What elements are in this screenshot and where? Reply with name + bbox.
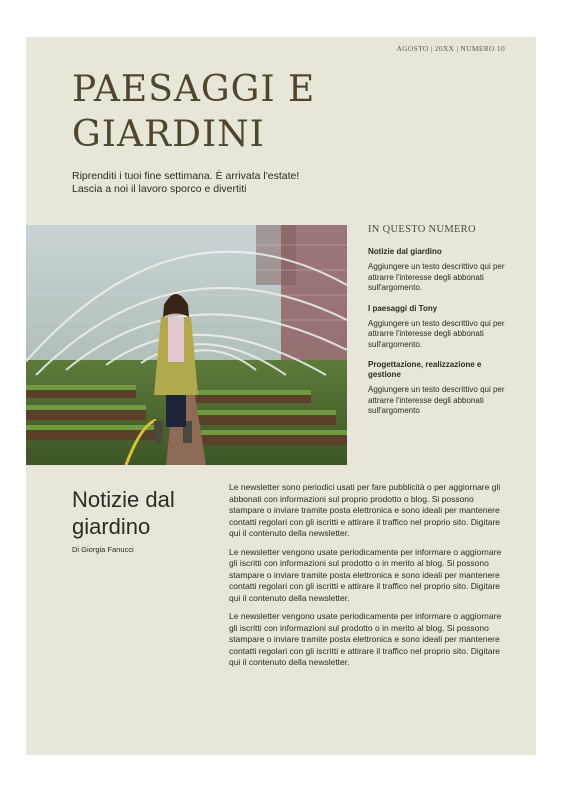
article-paragraph: Le newsletter vengono usate periodicamente per informare o aggiornare gli iscritti con informazioni sul prodotto o in merito al blog. Si possono stampare o inviare tramite posta elettronica e sono ideali per mantenere contatti regolari con gli iscritti e attirare il traffico nel proprio sito. Digitare qui il contenuto della newsletter. — [229, 611, 502, 667]
toc-item — [368, 247, 513, 294]
author-byline: Di Giorgia Fanucci — [72, 545, 134, 554]
tagline-line-2: Lascia a noi il lavoro sporco e divertiti — [72, 183, 247, 195]
tagline-line-1: Riprenditi i tuoi fine settimana. È arrivata l'estate! — [72, 170, 300, 182]
in-this-issue-heading: IN QUESTO NUMERO — [368, 224, 476, 235]
article-body — [229, 482, 509, 676]
title-line-2: GIARDINI — [72, 114, 265, 155]
title-line-1: PAESAGGI E — [72, 69, 316, 110]
article-paragraph: Le newsletter vengono usate periodicamente per informare o aggiornare gli iscritti con informazioni sul prodotto o in merito al blog. Si possono stampare o inviare tramite posta elettronica e sono ideali per mantenere contatti regolari con gli iscritti e attirare il traffico nel proprio sito. Digitare qui il contenuto della newsletter. — [229, 546, 502, 603]
article-paragraph: Le newsletter sono periodici usati per fare pubblicità o per aggiornare gli abbonati con informazioni sul proprio prodotto o blog. Si possono stampare o inviare tramite posta elettronica e sono ideali per mantenere contatti regolari con gli iscritti e attirare il traffico nel proprio sito. Digitare qui il contenuto della newsletter. — [229, 482, 501, 538]
toc-item-description: Aggiungere un testo descrittivo qui per attrarre l'interesse degli abbonati sull'argomento. — [368, 262, 505, 292]
toc-item-title: I paesaggi di Tony — [368, 303, 438, 313]
in-this-issue — [368, 224, 513, 427]
newsletter-page — [26, 37, 536, 755]
newsletter-title — [72, 67, 315, 157]
toc-item — [368, 360, 513, 417]
tagline — [72, 170, 342, 196]
toc-item-description: Aggiungere un testo descrittivo qui per attrarre l'interesse degli abbonati sull'argomento. — [368, 318, 505, 349]
section-title: Notizie dal giardino — [72, 487, 175, 539]
greenhouse-photo — [26, 225, 347, 465]
issue-info: AGOSTO | 20XX | NUMERO 10 — [396, 44, 505, 53]
toc-item-description: Aggiungere un testo descrittivo qui per attrarre l'interesse degli abbonati sull'argomento — [368, 385, 505, 415]
toc-item — [368, 304, 513, 351]
toc-item-title: Notizie dal giardino — [368, 247, 442, 256]
toc-item-title: Progettazione, realizzazione e gestione — [368, 360, 482, 379]
